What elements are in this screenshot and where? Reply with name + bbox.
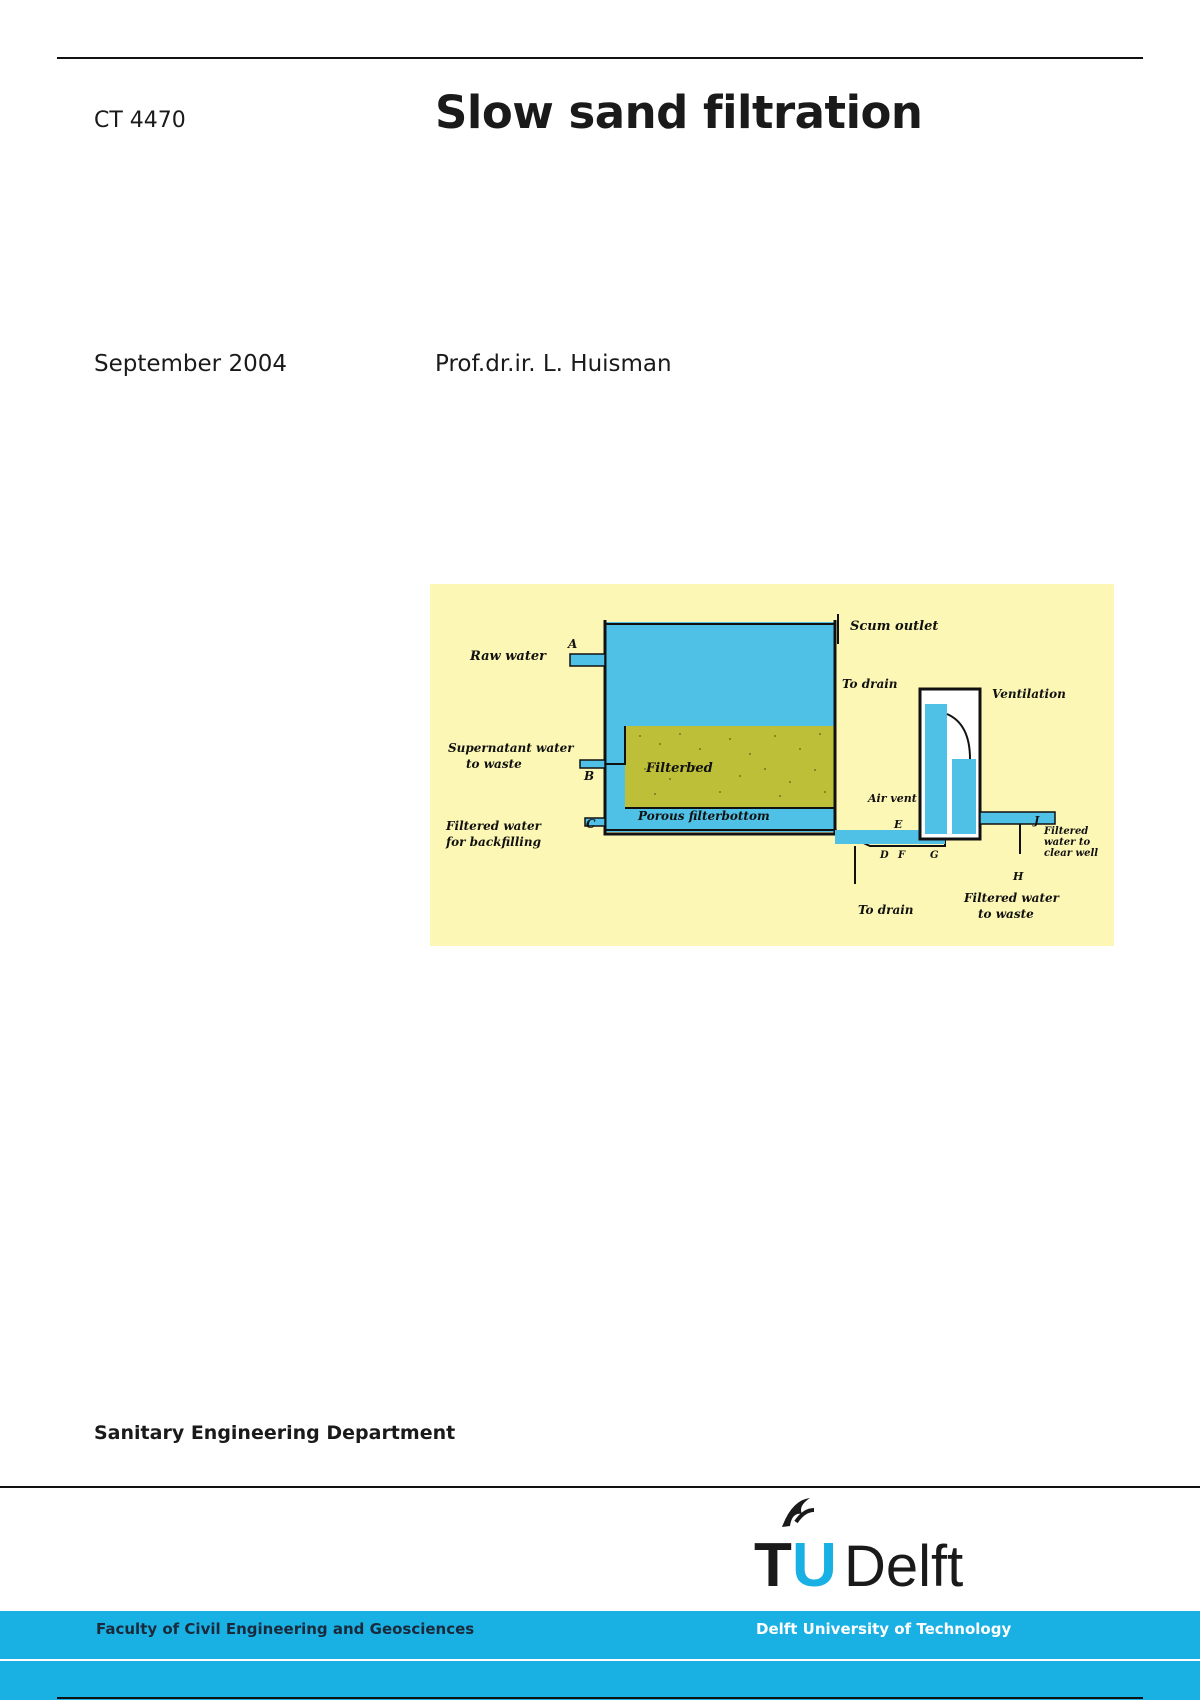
label-valve-j: J (1034, 814, 1040, 827)
filter-diagram (430, 584, 1114, 946)
page-bottom-rule (57, 1697, 1143, 1699)
label-porous-bottom: Porous filterbottom (638, 809, 770, 823)
label-valve-a: A (568, 637, 578, 651)
label-to-drain-top: To drain (842, 677, 898, 691)
publication-date: September 2004 (94, 351, 287, 377)
logo-delft: Delft (844, 1534, 964, 1592)
label-filtered-backfill-1: Filtered water (446, 819, 541, 833)
outlet-pipe (980, 812, 1055, 824)
supernatant-waste-pipe (580, 760, 605, 768)
label-filtered-backfill-2: for backfilling (446, 835, 541, 849)
label-filtered-waste-1: Filtered water (964, 891, 1059, 905)
label-filtered-clear-3: clear well (1044, 848, 1099, 859)
tudelft-logo (752, 1492, 1012, 1592)
logo-u: U (792, 1531, 837, 1592)
logo-t: T (754, 1531, 792, 1592)
label-raw-water: Raw water (470, 649, 546, 664)
filter-diagram-svg (430, 584, 1114, 946)
label-ventilation: Ventilation (992, 687, 1066, 701)
tudelft-logo-svg (752, 1492, 1012, 1592)
footer-rule (0, 1486, 1200, 1488)
label-valve-f: F (898, 850, 906, 861)
footer-band-line (0, 1659, 1200, 1661)
label-to-drain-bottom: To drain (858, 903, 914, 917)
label-filtered-clear-1: Filtered (1044, 826, 1089, 837)
label-valve-h: H (1013, 870, 1024, 883)
page-title: Slow sand filtration (435, 86, 923, 139)
label-filtered-clear-2: water to (1044, 837, 1091, 848)
university-name: Delft University of Technology (756, 1620, 1012, 1638)
label-air-vent: Air vent (868, 792, 917, 805)
top-rule (57, 57, 1143, 59)
label-supernatant-1: Supernatant water (448, 741, 574, 755)
chamber-outlet-water (952, 759, 976, 834)
label-valve-e: E (894, 818, 903, 831)
chamber-inlet-water (925, 704, 947, 834)
label-filtered-waste-2: to waste (978, 907, 1034, 921)
course-code: CT 4470 (94, 108, 186, 133)
label-valve-d: D (880, 850, 889, 861)
department-name: Sanitary Engineering Department (94, 1422, 456, 1444)
faculty-name: Faculty of Civil Engineering and Geosciences (96, 1620, 475, 1638)
label-valve-b: B (584, 769, 595, 783)
label-valve-g: G (930, 850, 939, 861)
label-scum-outlet: Scum outlet (850, 619, 939, 634)
label-supernatant-2: to waste (466, 757, 522, 771)
label-valve-c: C (586, 817, 596, 831)
inlet-pipe (570, 654, 605, 666)
author-name: Prof.dr.ir. L. Huisman (435, 351, 672, 377)
label-filterbed: Filterbed (646, 761, 713, 776)
